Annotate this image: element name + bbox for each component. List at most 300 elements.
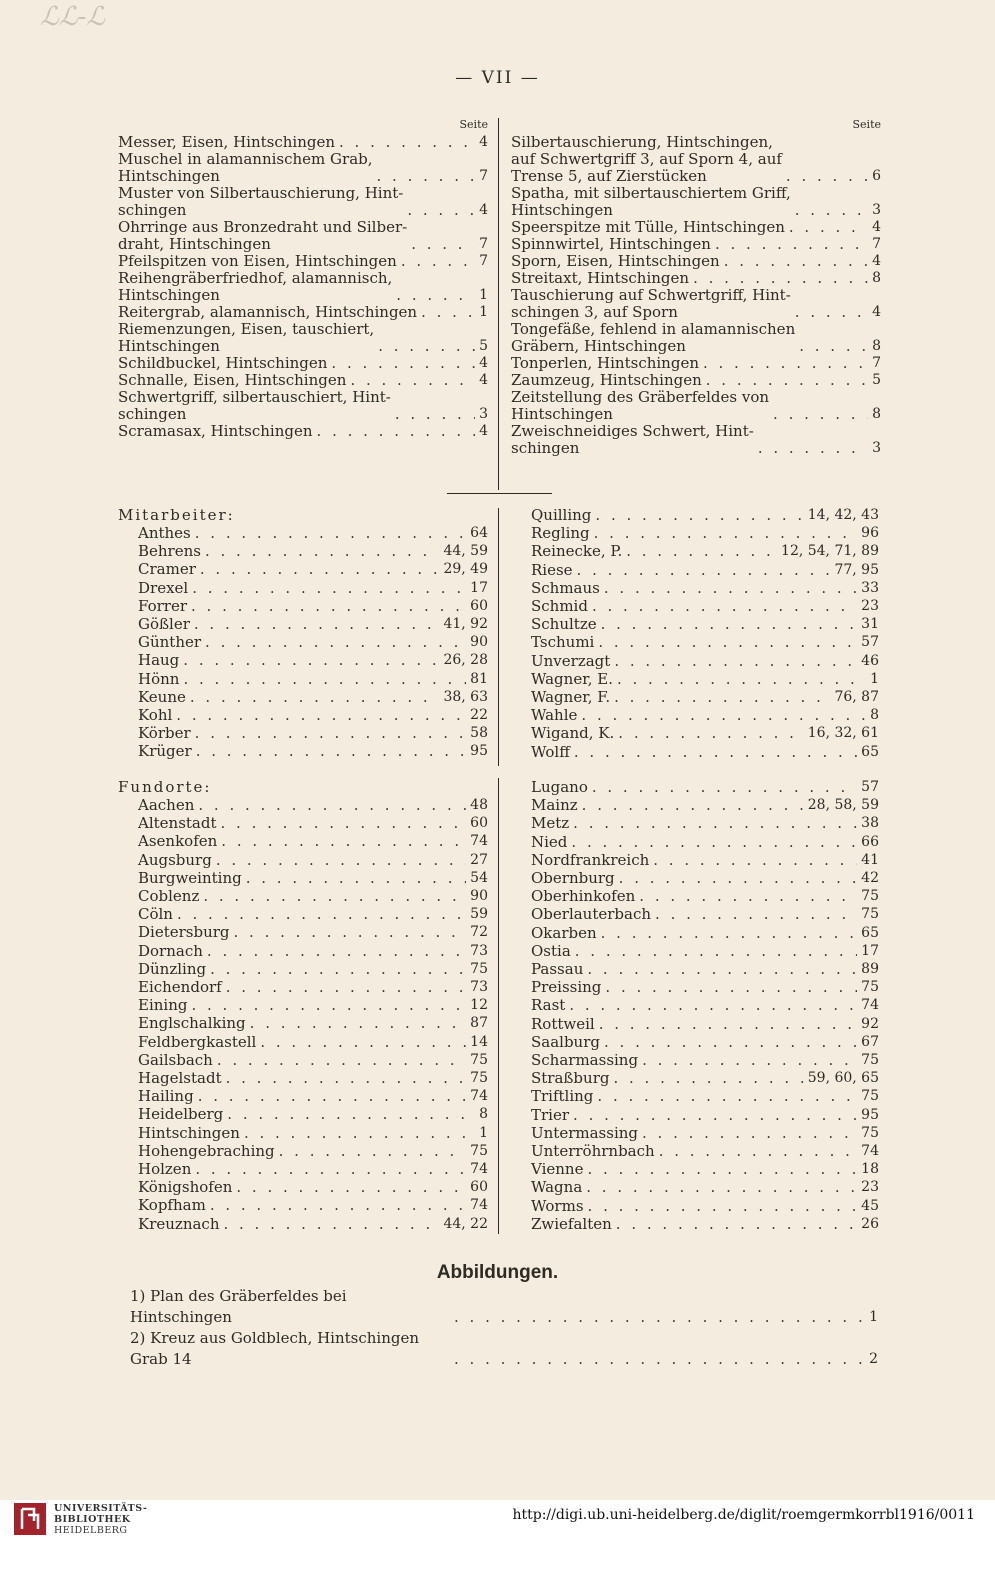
page-number: 64 (470, 525, 488, 541)
site-entry (138, 960, 488, 978)
entry-text: Obernburg (531, 869, 615, 888)
entry-text: Holzen (138, 1160, 192, 1179)
dot-leader (195, 524, 466, 542)
page-number: 1 (479, 287, 488, 303)
entry-text: Schildbuckel, Hintschingen (118, 354, 328, 372)
entry-text: Muschel in alamannischem Grab, Hintschingen (118, 150, 373, 185)
entry-text: Reitergrab, alamannisch, Hintschingen (118, 303, 418, 321)
site-entry (531, 1215, 879, 1233)
contributor-entry (138, 670, 488, 688)
dot-leader (604, 579, 857, 597)
site-entry (138, 1014, 488, 1032)
site-entry (138, 996, 488, 1014)
entry-text: Spinnwirtel, Hintschingen (511, 235, 711, 253)
page-number: 74 (861, 997, 879, 1014)
dot-leader (395, 406, 475, 423)
index-entry (118, 304, 488, 321)
entry-text: Behrens (138, 542, 201, 561)
index-entry (118, 134, 488, 151)
page-number: 38, 63 (443, 688, 488, 705)
index-entry (118, 355, 488, 372)
entry-text: Haug (138, 651, 180, 670)
page-number: 46 (861, 652, 879, 669)
contributor-entry (531, 542, 879, 560)
entry-text: Rast (531, 996, 566, 1015)
site-entry (531, 1033, 879, 1051)
dot-leader (317, 423, 476, 440)
column-divider (498, 508, 499, 766)
page-number: 4 (479, 372, 488, 388)
dot-leader (617, 670, 866, 688)
dot-leader (339, 134, 475, 151)
dot-leader (227, 1105, 475, 1123)
site-entry (531, 833, 879, 851)
site-entry (531, 1160, 879, 1178)
entry-text: Cöln (138, 905, 173, 924)
entry-text: Wahle (531, 706, 578, 725)
dot-leader (454, 1349, 865, 1370)
dot-leader (236, 1178, 466, 1196)
entry-text: Körber (138, 724, 191, 743)
site-entry (531, 796, 879, 814)
dot-leader (604, 1033, 857, 1051)
contributor-entry (531, 615, 879, 633)
entry-text: Cramer (138, 560, 196, 579)
index-entry (118, 253, 488, 270)
entry-text: Riese (531, 560, 573, 579)
index-entry (118, 185, 488, 219)
page-number: 96 (861, 525, 879, 542)
contributor-entry (531, 597, 879, 615)
site-entry (531, 1197, 879, 1215)
section-rule (447, 493, 552, 494)
site-entry (531, 978, 879, 996)
contributor-entry (138, 742, 488, 760)
page-number: 1 (870, 670, 879, 687)
page-number: 27 (470, 851, 488, 868)
entry-text: Passau (531, 960, 584, 979)
page-number: 59 (470, 906, 488, 923)
dot-leader (216, 851, 466, 869)
site-entry (531, 851, 879, 869)
page-number: 22 (470, 707, 488, 724)
figure-entry (130, 1328, 878, 1370)
page-number: 4 (479, 134, 488, 150)
dot-leader (378, 338, 475, 355)
entry-text: Rottweil (531, 1014, 595, 1033)
dot-leader (217, 1051, 466, 1069)
entry-text: Okarben (531, 923, 597, 942)
dot-leader (221, 832, 466, 850)
index-entry (118, 321, 488, 355)
page-number: 5 (479, 338, 488, 354)
page-number: 41 (861, 851, 879, 868)
page-number: 57 (861, 779, 879, 795)
column-divider (498, 118, 499, 490)
mitarbeiter-right (531, 506, 879, 761)
entry-text: Wigand, K. (531, 724, 615, 743)
index-entry (118, 219, 488, 253)
page-number: 29, 49 (443, 561, 488, 578)
dot-leader (799, 338, 868, 355)
page-number: 28, 58, 59 (807, 797, 879, 814)
entry-text: Burgweinting (138, 868, 242, 887)
index-entry (118, 389, 488, 423)
entry-text: Eining (138, 996, 188, 1015)
contributor-entry (138, 615, 488, 633)
entry-text: Kreuznach (138, 1214, 220, 1233)
page-number: 75 (861, 1052, 879, 1069)
entry-text: Drexel (138, 578, 189, 597)
dot-leader (582, 796, 804, 814)
page-number: 48 (470, 797, 488, 813)
entry-text: Zweischneidiges Schwert, Hint- schingen (511, 422, 754, 457)
index-entry (511, 134, 881, 185)
dot-leader (200, 560, 440, 578)
entry-text: Wagner, F. (531, 688, 611, 707)
index-entry (511, 423, 881, 457)
page-number: 12, 54, 71, 89 (781, 543, 879, 560)
dot-leader (260, 1033, 466, 1051)
page-number: 75 (861, 979, 879, 996)
margin-note: ℒℒ-ℒ (40, 2, 105, 32)
dot-leader (703, 355, 868, 372)
entry-text: Dornach (138, 941, 203, 960)
contributor-entry (138, 651, 488, 669)
entry-text: Altenstadt (138, 814, 217, 833)
dot-leader (207, 942, 466, 960)
contributor-entry (138, 597, 488, 615)
page-number: 90 (470, 888, 488, 905)
page-number: 4 (872, 219, 881, 235)
entry-text: 2) Kreuz aus Goldblech, Hintschingen Grab 14 (130, 1329, 420, 1368)
site-entry (138, 1196, 488, 1214)
page-number: 75 (861, 888, 879, 905)
dot-leader (587, 1160, 857, 1178)
page-number: 23 (861, 1179, 879, 1196)
dot-leader (226, 978, 466, 996)
dot-leader (598, 633, 857, 651)
entry-text: Scramasax, Hintschingen (118, 422, 313, 440)
entry-text: Gailsbach (138, 1050, 213, 1069)
page-number: 3 (479, 406, 488, 422)
entry-text: Unterröhrnbach (531, 1142, 655, 1161)
entry-text: Coblenz (138, 887, 200, 906)
dot-leader (210, 1196, 466, 1214)
site-entry (138, 1051, 488, 1069)
index-entry (511, 219, 881, 236)
entry-text: Muster von Silbertauschierung, Hint- schingen (118, 184, 404, 219)
dot-leader (789, 219, 868, 236)
index-entry (118, 423, 488, 440)
entry-text: Oberlauterbach (531, 905, 652, 924)
entry-text: Spatha, mit silbertauschiertem Griff, Hintschingen (511, 184, 791, 219)
page-number: 42 (861, 870, 879, 887)
entry-text: Königshofen (138, 1178, 233, 1197)
entry-text: Pfeilspitzen von Eisen, Hintschingen (118, 252, 397, 270)
dot-leader (176, 706, 466, 724)
site-entry (531, 1124, 879, 1142)
fundorte-title: Fundorte: (118, 778, 212, 796)
dot-leader (407, 202, 475, 219)
contributor-entry (138, 633, 488, 651)
page-number: 75 (470, 1070, 488, 1087)
dot-leader (592, 778, 857, 796)
page-number: 8 (479, 1106, 488, 1123)
site-entry (138, 1033, 488, 1051)
page-number: 41, 92 (443, 616, 488, 633)
site-entry (531, 1178, 879, 1196)
page-number: 6 (872, 168, 881, 184)
page-number: 66 (861, 833, 879, 850)
dot-leader (421, 304, 475, 321)
page-number: 7 (479, 236, 488, 252)
page-number: 59, 60, 65 (807, 1070, 879, 1087)
contributor-entry (138, 560, 488, 578)
site-entry (531, 1106, 879, 1124)
site-entry (138, 1069, 488, 1087)
contributor-entry (531, 688, 879, 706)
page-number: — VII — (455, 68, 540, 88)
dot-leader (183, 670, 466, 688)
site-entry (138, 905, 488, 923)
entry-text: Preissing (531, 978, 602, 997)
dot-leader (198, 796, 466, 814)
entry-text: Vienne (531, 1160, 584, 1179)
entry-text: Hintschingen (138, 1123, 240, 1142)
entry-text: Silbertauschierung, Hintschingen, auf Schwertgriff 3, auf Sporn 4, auf Trense 5, auf Zierstücken (511, 133, 782, 185)
dot-leader (693, 270, 868, 287)
dot-leader (454, 1307, 865, 1328)
site-entry (531, 1142, 879, 1160)
dot-leader (401, 253, 475, 270)
contributor-entry (531, 633, 879, 651)
contributor-entry (531, 724, 879, 742)
fundorte-left (118, 778, 488, 1233)
site-entry (531, 778, 879, 796)
page-number: 73 (470, 979, 488, 996)
page-number: 3 (872, 440, 881, 456)
contributor-entry (138, 542, 488, 560)
page-number: 74 (470, 1197, 488, 1214)
dot-leader (377, 168, 476, 185)
entry-text: Metz (531, 814, 570, 833)
site-entry (531, 1051, 879, 1069)
page-number: 75 (861, 1124, 879, 1141)
dot-leader (613, 1069, 803, 1087)
entry-text: Tauschierung auf Schwertgriff, Hint- schingen 3, auf Sporn (511, 286, 791, 321)
entry-text: Anthes (138, 524, 191, 542)
index-entry (511, 321, 881, 355)
page-number: 77, 95 (834, 561, 879, 578)
entry-text: Zaumzeug, Hintschingen (511, 371, 702, 389)
entry-text: 1) Plan des Gräberfeldes bei Hintschingen (130, 1287, 347, 1326)
index-entry (511, 185, 881, 219)
entry-text: Riemenzungen, Eisen, tauschiert, Hintschingen (118, 320, 375, 355)
dot-leader (203, 887, 466, 905)
column-divider (498, 778, 499, 1234)
library-logo-icon[interactable] (14, 1503, 46, 1535)
entry-text: Englschalking (138, 1014, 246, 1033)
entry-text: Schmaus (531, 578, 600, 597)
entry-text: Hagelstadt (138, 1069, 222, 1088)
contributor-entry (138, 579, 488, 597)
entry-text: Aachen (138, 796, 195, 814)
site-entry (138, 1087, 488, 1105)
dot-leader (191, 597, 466, 615)
contributor-entry (531, 706, 879, 724)
site-entry (531, 814, 879, 832)
page-number: 4 (479, 202, 488, 218)
site-entry (138, 942, 488, 960)
page-number: 74 (861, 1143, 879, 1160)
page-number: 1 (479, 1124, 488, 1141)
dot-leader (226, 1069, 467, 1087)
index-entry (511, 389, 881, 423)
dot-leader (244, 1124, 475, 1142)
page-number: 54 (470, 869, 488, 886)
dot-leader (196, 742, 466, 760)
abbildungen-title: Abbildungen. (436, 1262, 559, 1283)
page-number: 76, 87 (834, 689, 879, 706)
dot-leader (758, 440, 868, 457)
dot-leader (210, 960, 466, 978)
dot-leader (616, 1215, 857, 1233)
dot-leader (573, 814, 857, 832)
index-entry (511, 270, 881, 287)
entry-text: Nordfrankreich (531, 850, 650, 869)
page-number: 4 (872, 304, 881, 320)
dot-leader (614, 652, 857, 670)
site-entry (138, 1124, 488, 1142)
index-entry (511, 355, 881, 372)
page-number: 87 (470, 1015, 488, 1032)
entry-text: Schnalle, Eisen, Hintschingen (118, 371, 347, 389)
site-entry (138, 1142, 488, 1160)
site-entry (531, 960, 879, 978)
dot-leader (177, 905, 466, 923)
page-number: 65 (861, 924, 879, 941)
entry-text: Mainz (531, 796, 578, 815)
dot-leader (659, 1142, 857, 1160)
page-number: 14 (470, 1033, 488, 1050)
page-number: 7 (479, 253, 488, 269)
index-entry (511, 253, 881, 270)
entry-text: Straßburg (531, 1069, 610, 1088)
entry-text: Augsburg (138, 850, 212, 869)
dot-leader (587, 960, 857, 978)
page-number: 2 (869, 1351, 878, 1367)
page-number: 26 (861, 1215, 879, 1232)
site-entry (138, 887, 488, 905)
contributor-entry (531, 561, 879, 579)
library-name[interactable]: UNIVERSITÄTS- BIBLIOTHEK HEIDELBERG (54, 1503, 148, 1536)
index-entry (118, 270, 488, 304)
page-number: 18 (861, 1161, 879, 1178)
entry-text: Worms (531, 1196, 584, 1215)
entry-text: Lugano (531, 778, 588, 796)
page-number: 75 (861, 906, 879, 923)
page-number: 72 (470, 924, 488, 941)
page-number: 7 (479, 168, 488, 184)
entry-text: Untermassing (531, 1123, 638, 1142)
entry-text: Wagner, E. (531, 669, 613, 688)
entry-text: Kohl (138, 706, 173, 725)
site-entry (138, 869, 488, 887)
page-number: 67 (861, 1033, 879, 1050)
dot-leader (191, 996, 466, 1014)
dot-leader (706, 372, 868, 389)
entry-text: Ohrringe aus Bronzedraht und Silber- draht, Hintschingen (118, 218, 408, 253)
dot-leader (221, 814, 467, 832)
page-number: 90 (470, 634, 488, 651)
entry-text: Tonperlen, Hintschingen (511, 354, 699, 372)
contributor-entry (531, 524, 879, 542)
entry-text: Hailing (138, 1087, 194, 1106)
mitarbeiter-left (118, 506, 488, 761)
dot-leader (795, 202, 868, 219)
source-url-link[interactable]: http://digi.ub.uni-heidelberg.de/diglit/roemgermkorrbl1916/0011 (512, 1507, 975, 1523)
dot-leader (614, 688, 830, 706)
dot-leader (795, 304, 868, 321)
entry-text: Forrer (138, 596, 188, 615)
entry-text: Speerspitze mit Tülle, Hintschingen (511, 218, 785, 236)
dot-leader (592, 597, 857, 615)
dot-leader (573, 1106, 857, 1124)
entry-text: Sporn, Eisen, Hintschingen (511, 252, 720, 270)
dot-leader (246, 869, 466, 887)
dot-leader (581, 706, 866, 724)
contributor-entry (531, 579, 879, 597)
dot-leader (279, 1142, 467, 1160)
dot-leader (588, 1197, 858, 1215)
page-number: 74 (470, 833, 488, 850)
page-number: 33 (861, 579, 879, 596)
site-entry (138, 796, 488, 814)
entry-text: Feldbergkastell (138, 1032, 257, 1051)
page-number: 73 (470, 942, 488, 959)
page-number: 38 (861, 815, 879, 832)
page-number: 75 (470, 960, 488, 977)
entry-text: Scharmassing (531, 1051, 639, 1070)
index-entry (511, 287, 881, 321)
dot-leader (205, 633, 466, 651)
dot-leader (223, 1215, 439, 1233)
entry-text: Reinecke, P. (531, 542, 623, 561)
dot-leader (586, 1178, 857, 1196)
page-number: 75 (470, 1051, 488, 1068)
dot-leader (396, 287, 475, 304)
dot-leader (195, 724, 467, 742)
entry-text: Unverzagt (531, 651, 611, 670)
page-number: 1 (479, 304, 488, 320)
contributor-entry (138, 688, 488, 706)
page-number: 4 (479, 423, 488, 439)
page-number: 58 (470, 725, 488, 742)
site-entry (138, 1160, 488, 1178)
page-number: 75 (861, 1088, 879, 1105)
page-number: 74 (470, 1088, 488, 1105)
page-number: 3 (872, 202, 881, 218)
entry-text: Hönn (138, 669, 180, 688)
site-entry (138, 923, 488, 941)
dot-leader (655, 905, 857, 923)
entry-text: Krüger (138, 742, 192, 761)
entry-text: Schultze (531, 615, 597, 634)
page-number: 60 (470, 815, 488, 832)
page-number: 26, 28 (443, 652, 488, 669)
page-number: 65 (861, 743, 879, 760)
